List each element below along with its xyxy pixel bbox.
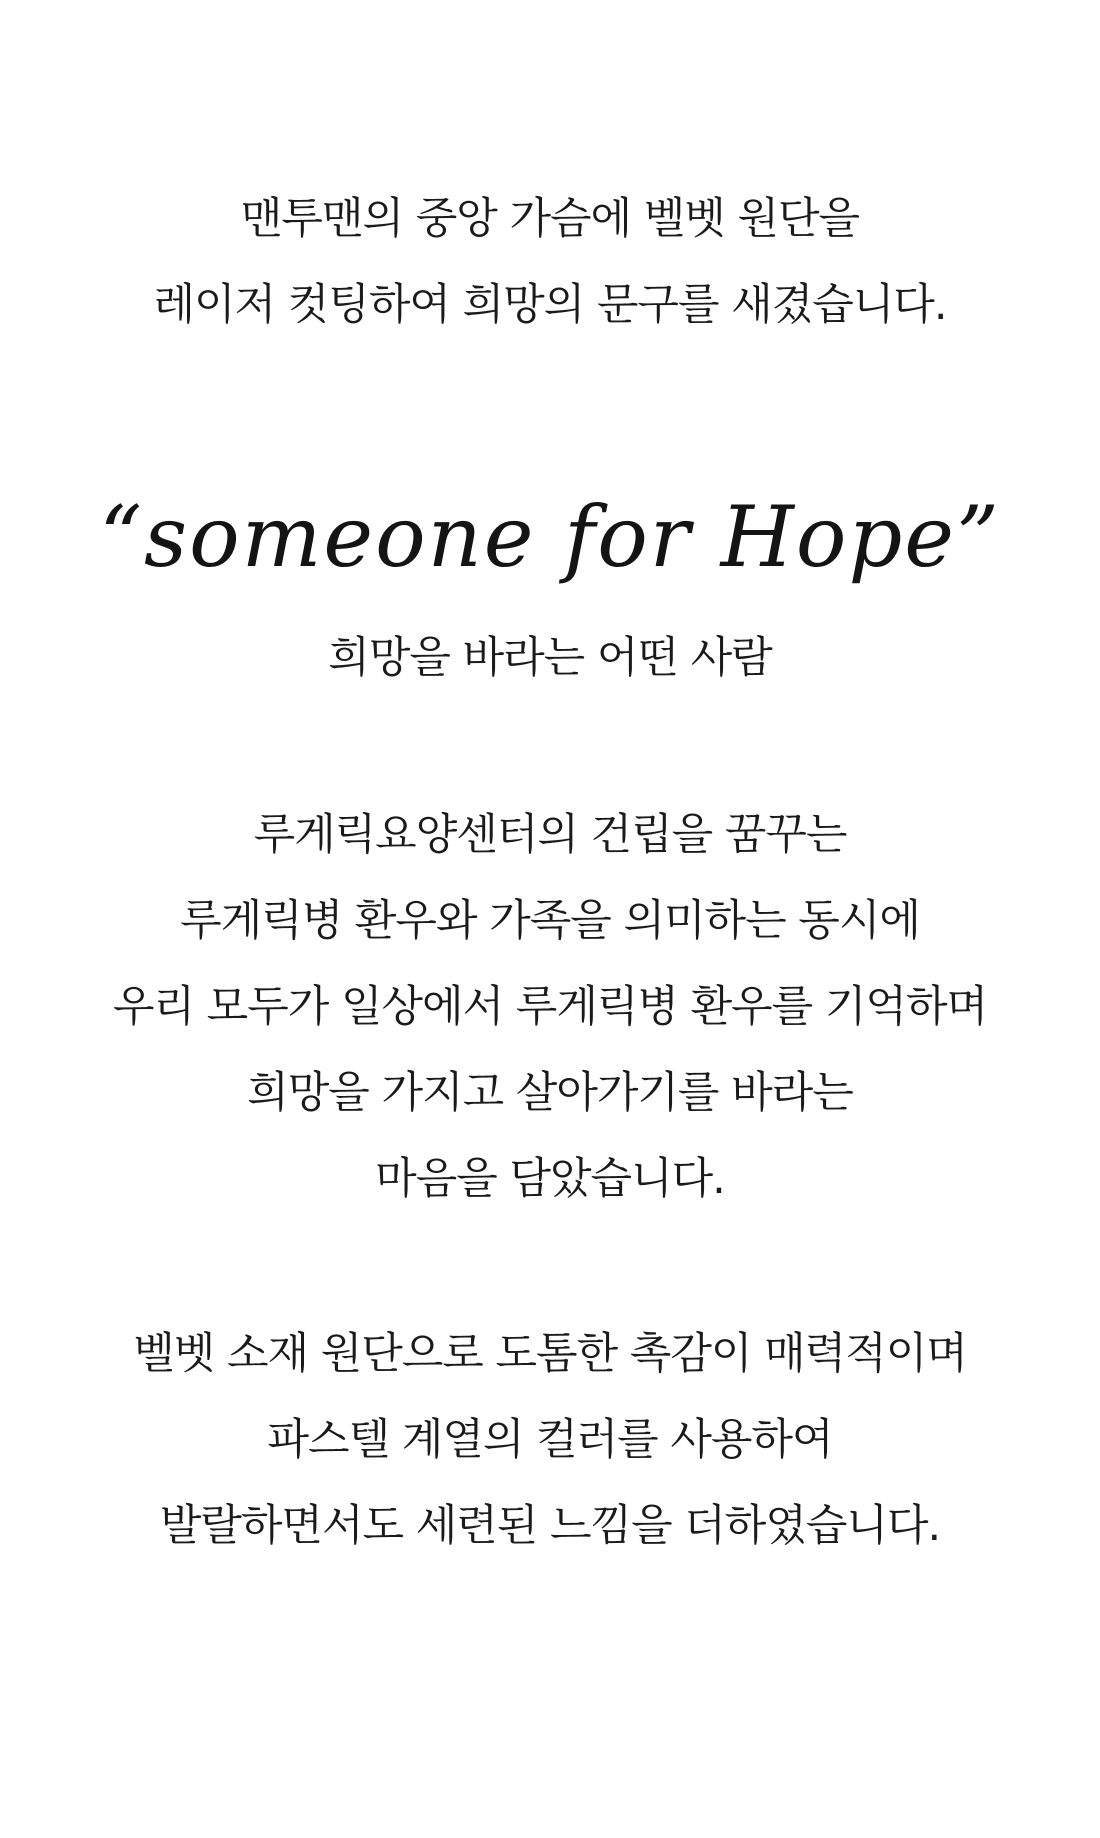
material-line-2: 파스텔 계열의 컬러를 사용하여: [267, 1415, 833, 1465]
material-line-1: 벨벳 소재 원단으로 도톰한 촉감이 매력적이며: [133, 1329, 967, 1379]
headline-quote: “someone for Hope”: [99, 488, 1001, 586]
meaning-line-2: 루게릭병 환우와 가족을 의미하는 동시에: [180, 896, 920, 946]
meaning-line-1: 루게릭요양센터의 건립을 꿈꾸는: [253, 810, 847, 860]
intro-line-1: 맨투맨의 중앙 가슴에 벨벳 원단을: [240, 194, 860, 244]
headline-subtitle: 희망을 바라는 어떤 사람: [328, 633, 772, 683]
meaning-line-4: 희망을 가지고 살아가기를 바라는: [247, 1068, 853, 1118]
intro-line-2: 레이저 컷팅하여 희망의 문구를 새겼습니다.: [153, 280, 947, 330]
meaning-line-3: 우리 모두가 일상에서 루게릭병 환우를 기억하며: [112, 982, 988, 1032]
meaning-line-5: 마음을 담았습니다.: [375, 1154, 725, 1204]
material-line-3: 발랄하면서도 세련된 느낌을 더하였습니다.: [159, 1501, 941, 1551]
